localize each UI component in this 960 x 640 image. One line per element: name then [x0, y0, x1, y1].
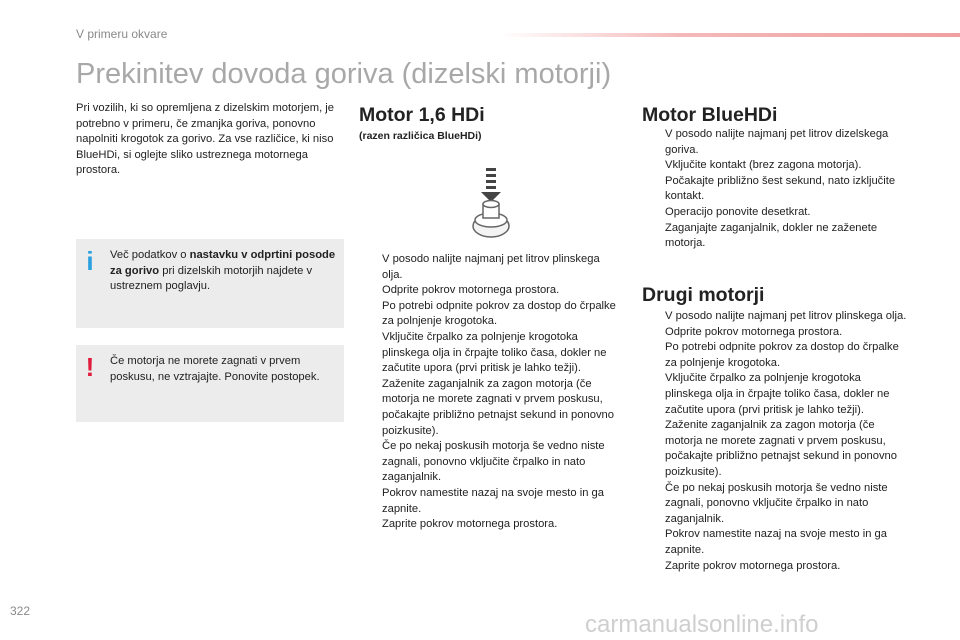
list-item	[642, 340, 910, 371]
list-item	[359, 330, 619, 377]
step-text: Odprite pokrov motornega prostora.	[665, 325, 843, 338]
step-text: Zaprite pokrov motornega prostora.	[382, 518, 558, 531]
page-title: Prekinitev dovoda goriva (dizelski motorji)	[76, 58, 612, 90]
list-item	[359, 517, 619, 533]
info-box	[76, 239, 344, 328]
header-accent-bar	[500, 33, 960, 37]
step-text: Če po nekaj poskusih motorja še vedno niste zagnali, ponovno vključite črpalko in nato zaganjalnik.	[382, 440, 605, 484]
step-text: Vključite črpalko za polnjenje krogotoka plinskega olja in črpajte toliko časa, dokler ne začutite upora (prvi pritisk je lahko težji).	[665, 372, 890, 416]
step-text: V posodo nalijte najmanj pet litrov plinskega olja.	[382, 253, 600, 281]
list-item	[642, 174, 910, 205]
list-item	[642, 418, 910, 480]
warning-box	[76, 345, 344, 422]
watermark: carmanualsonline.info	[585, 611, 819, 638]
list-item	[642, 221, 910, 252]
step-text: Odprite pokrov motornega prostora.	[382, 284, 560, 297]
motor-bluehdi-steps	[642, 127, 910, 252]
list-item	[359, 486, 619, 517]
fuel-priming-pump-icon	[470, 168, 512, 240]
list-item	[359, 299, 619, 330]
page-number: 322	[10, 604, 31, 618]
step-text: Po potrebi odpnite pokrov za dostop do črpalke za polnjenje krogotoka.	[665, 341, 899, 369]
step-text: V posodo nalijte najmanj pet litrov plinskega olja.	[665, 310, 907, 322]
list-item	[359, 283, 619, 299]
info-text-bold: nastavku v odprtini posode za gorivo	[110, 249, 336, 277]
motor-16-title: Motor 1,6 HDi	[359, 104, 485, 126]
section-header: V primeru okvare	[76, 27, 168, 41]
step-text: Zaprite pokrov motornega prostora.	[665, 559, 841, 572]
warning-icon: !	[85, 352, 95, 382]
info-icon: i	[86, 246, 94, 276]
step-text: Po potrebi odpnite pokrov za dostop do črpalke za polnjenje krogotoka.	[382, 299, 616, 328]
step-text: Pokrov namestite nazaj na svoje mesto in ga zapnite.	[382, 486, 605, 515]
info-text-after: pri dizelskih motorjih najdete v ustreznem poglavju.	[110, 264, 313, 293]
intro-paragraph: Pri vozilih, ki so opremljena z dizelskim motorjem, je potrebno v primeru, če zmanjka goriva, ponovno napolniti krogotok za gorivo. Za vse različice, ki niso BlueHDi, si oglejte sliko ustreznega motornega prostora.	[76, 102, 335, 177]
list-item	[642, 205, 910, 221]
motor-16-steps	[359, 252, 619, 533]
step-text: Zaženite zaganjalnik za zagon motorja (če motorja ne morete zagnati v prvem poskusu, počakajte približno petnajst sekund in ponovno poizkusite).	[665, 419, 897, 478]
step-text: Počakajte približno šest sekund, nato izključite kontakt.	[665, 174, 896, 203]
step-text: Vključite črpalko za polnjenje krogotoka plinskega olja in črpajte toliko časa, dokler ne začutite upora (prvi pritisk je lahko težji).	[382, 330, 607, 375]
list-item	[642, 481, 910, 528]
list-item	[642, 371, 910, 418]
list-item	[642, 527, 910, 558]
list-item	[359, 377, 619, 439]
other-motors-title: Drugi motorji	[642, 284, 765, 306]
motor-bluehdi-title: Motor BlueHDi	[642, 104, 778, 126]
motor-16-subtitle: (razen različica BlueHDi)	[359, 130, 482, 142]
step-text: V posodo nalijte najmanj pet litrov dizelskega goriva.	[665, 128, 889, 156]
step-text: Vključite kontakt (brez zagona motorja).	[665, 159, 862, 172]
info-text-before: Več podatkov o	[110, 249, 190, 261]
step-text: Če po nekaj poskusih motorja še vedno niste zagnali, ponovno vključite črpalko in nato zaganjalnik.	[665, 481, 888, 525]
other-motors-steps	[642, 309, 910, 574]
step-text: Zaženite zaganjalnik za zagon motorja (če motorja ne morete zagnati v prvem poskusu, počakajte približno petnajst sekund in ponovno poizkusite).	[382, 377, 614, 437]
list-item	[359, 252, 619, 283]
list-item	[642, 559, 910, 575]
list-item	[642, 127, 910, 158]
step-text: Zaganjajte zaganjalnik, dokler ne zaženete motorja.	[665, 221, 878, 250]
list-item	[642, 325, 910, 341]
warning-box-text: Če motorja ne morete zagnati v prvem poskusu, ne vztrajajte. Ponovite postopek.	[110, 355, 320, 383]
step-text: Operacijo ponovite desetkrat.	[665, 205, 811, 218]
step-text: Pokrov namestite nazaj na svoje mesto in ga zapnite.	[665, 528, 888, 556]
info-box-text	[110, 248, 338, 295]
list-item	[642, 309, 910, 325]
list-item	[359, 439, 619, 486]
list-item	[642, 158, 910, 174]
